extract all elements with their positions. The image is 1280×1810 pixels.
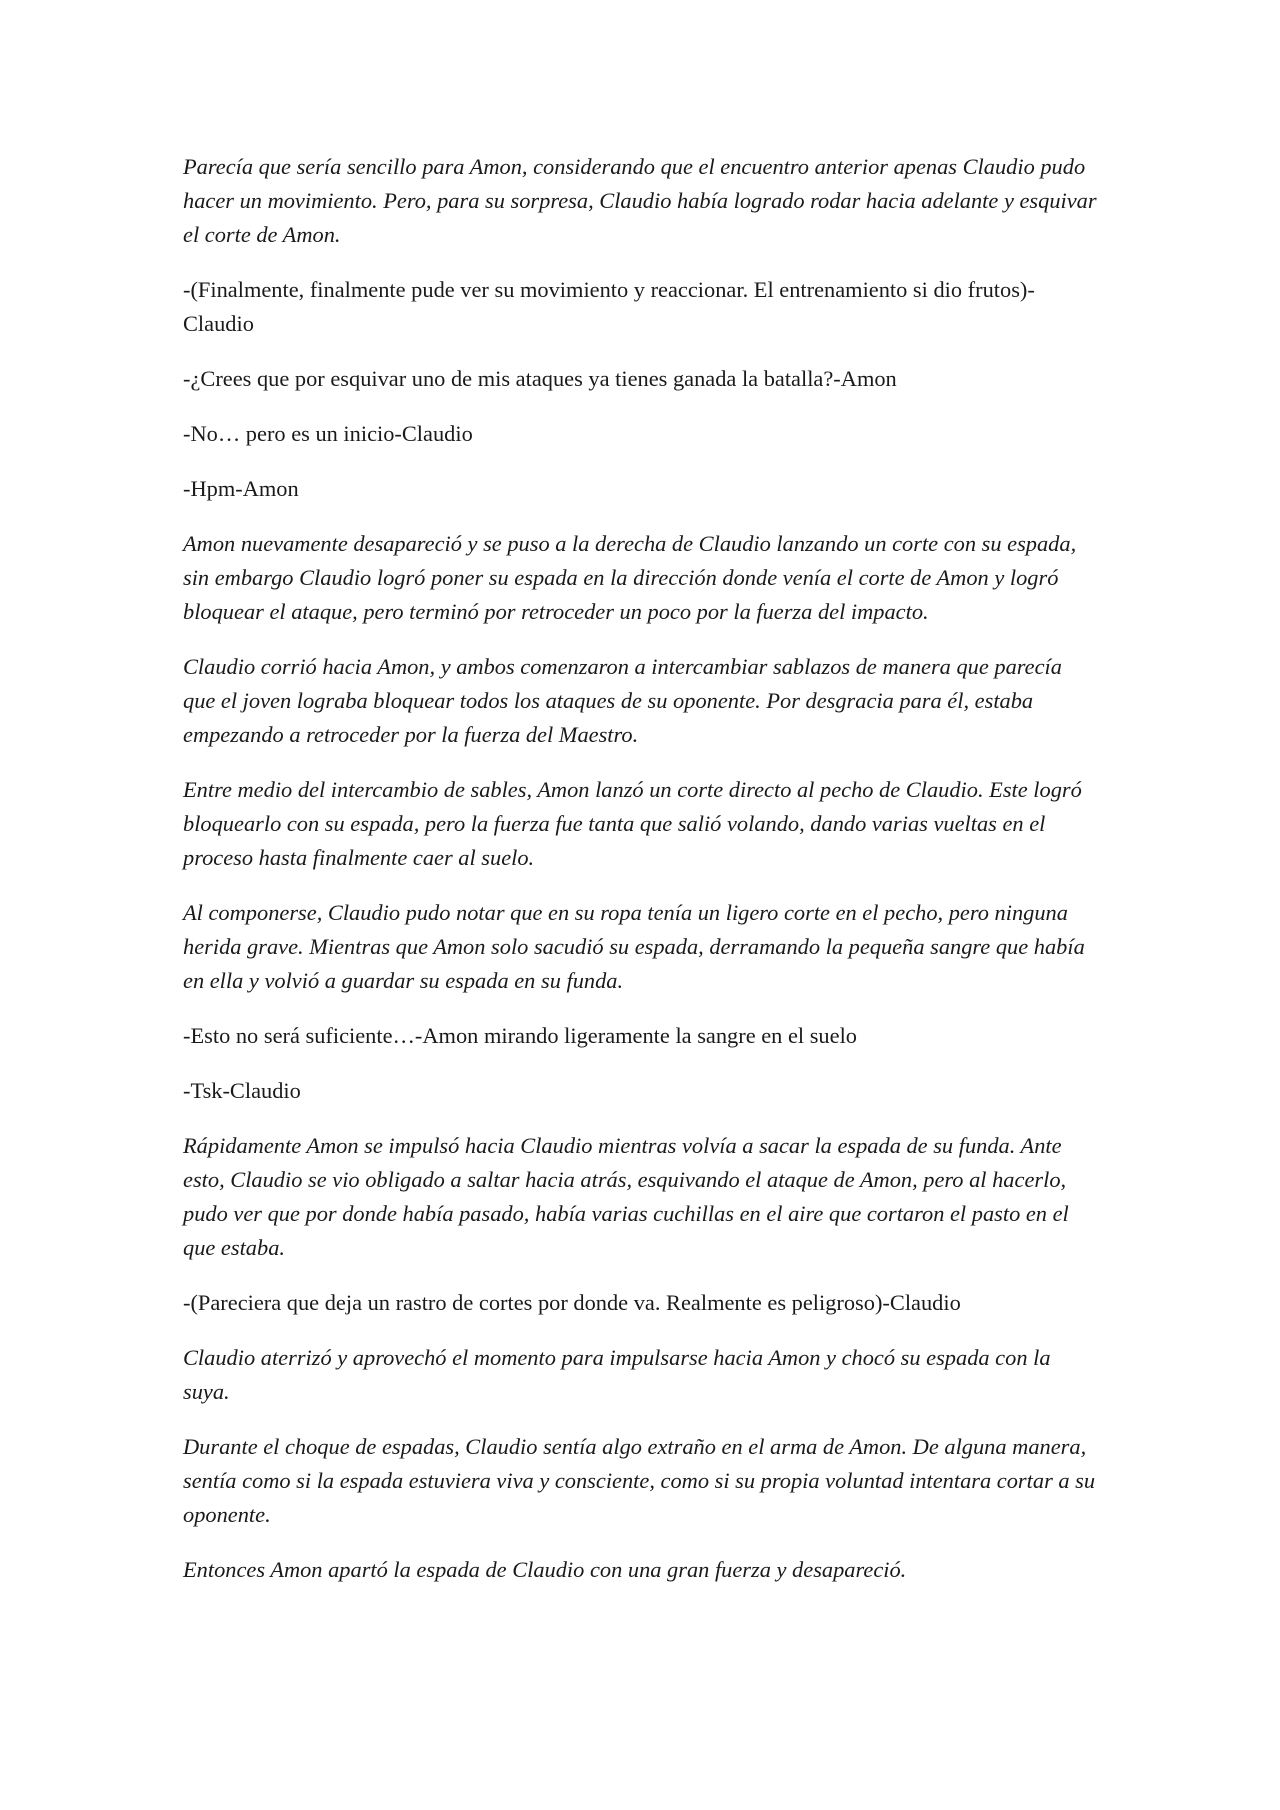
- paragraph-dialogue: -Esto no será suficiente…-Amon mirando ligeramente la sangre en el suelo: [183, 1023, 857, 1048]
- paragraph-dialogue: -(Pareciera que deja un rastro de cortes por donde va. Realmente es peligroso)-Claudio: [183, 1290, 961, 1315]
- paragraph-dialogue: -(Finalmente, finalmente pude ver su movimiento y reaccionar. El entrenamiento si dio frutos)-Claudio: [183, 277, 1035, 336]
- paragraph-narration: Entonces Amon apartó la espada de Claudio con una gran fuerza y desapareció.: [183, 1557, 907, 1582]
- paragraph-narration: Amon nuevamente desapareció y se puso a la derecha de Claudio lanzando un corte con su espada, sin embargo Claudio logró poner su espada en la dirección donde venía el corte de Amon y logró bloquear el ataque, pero terminó por retroceder un poco por la fuerza del impacto.: [183, 531, 1077, 624]
- paragraph-narration: Durante el choque de espadas, Claudio sentía algo extraño en el arma de Amon. De alguna manera, sentía como si la espada estuviera viva y consciente, como si su propia voluntad intentara cortar a su oponente.: [183, 1434, 1096, 1527]
- paragraph-dialogue: -No… pero es un inicio-Claudio: [183, 421, 473, 446]
- paragraph-narration: Claudio corrió hacia Amon, y ambos comenzaron a intercambiar sablazos de manera que parecía que el joven lograba bloquear todos los ataques de su oponente. Por desgracia para él, estaba empezando a retroceder por la fuerza del Maestro.: [183, 654, 1062, 747]
- paragraph-narration: Rápidamente Amon se impulsó hacia Claudio mientras volvía a sacar la espada de su funda. Ante esto, Claudio se vio obligado a saltar hacia atrás, esquivando el ataque de Amon, pero al hacerlo, pudo ver que por donde había pasado, había varias cuchillas en el aire que cortaron el pasto en el que estaba.: [183, 1133, 1069, 1260]
- paragraph-narration: Claudio aterrizó y aprovechó el momento para impulsarse hacia Amon y chocó su espada con la suya.: [183, 1345, 1051, 1404]
- paragraph-dialogue: -Tsk-Claudio: [183, 1078, 301, 1103]
- paragraph-dialogue: -Hpm-Amon: [183, 476, 299, 501]
- paragraph-dialogue: -¿Crees que por esquivar uno de mis ataques ya tienes ganada la batalla?-Amon: [183, 366, 897, 391]
- paragraph-narration: Al componerse, Claudio pudo notar que en su ropa tenía un ligero corte en el pecho, pero ninguna herida grave. Mientras que Amon solo sacudió su espada, derramando la pequeña sangre que había en ella y volvió a guardar su espada en su funda.: [183, 900, 1085, 993]
- paragraph-narration: Parecía que sería sencillo para Amon, considerando que el encuentro anterior apenas Claudio pudo hacer un movimiento. Pero, para su sorpresa, Claudio había logrado rodar hacia adelante y esquivar el corte de Amon.: [183, 154, 1097, 247]
- paragraph-narration: Entre medio del intercambio de sables, Amon lanzó un corte directo al pecho de Claudio. Este logró bloquearlo con su espada, pero la fuerza fue tanta que salió volando, dando varias vueltas en el proceso hasta finalmente caer al suelo.: [183, 777, 1082, 870]
- document-body: [183, 150, 1098, 1608]
